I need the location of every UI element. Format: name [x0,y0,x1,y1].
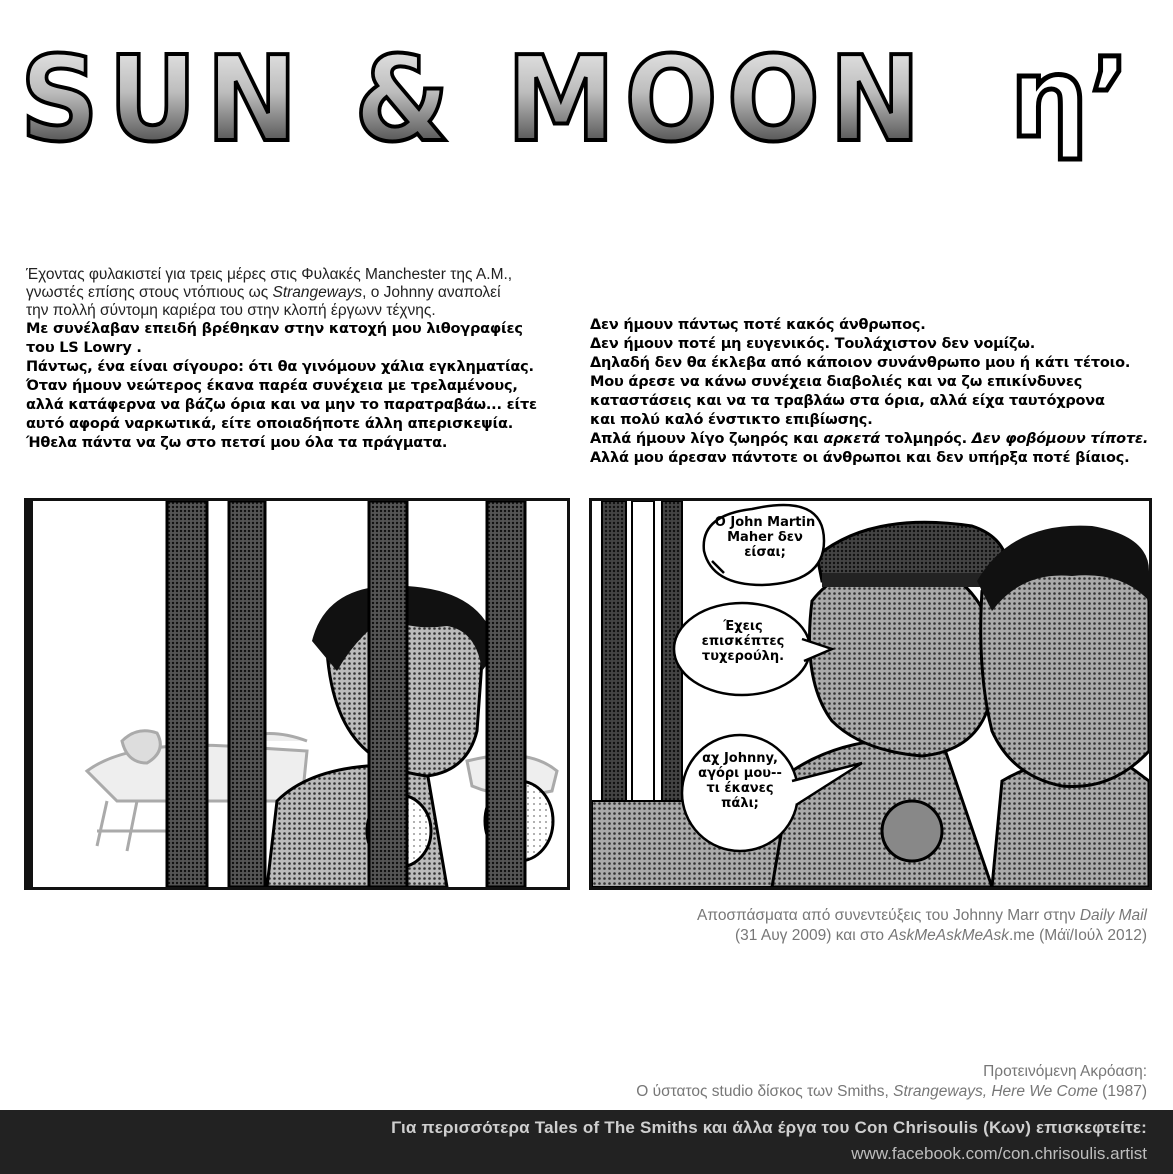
quote-line: του LS Lowry . [26,340,142,356]
listening-label: Προτεινόμενη Ακρόαση: [983,1063,1147,1080]
speech-bubble-3: αχ Johnny, αγόρι μου-- τι έκανες πάλι; [698,751,782,811]
footer-promo-text: Για περισσότερα Tales of The Smiths και άλλα έργα του Con Chrisoulis (Κων) επισκεφτείτε: [391,1118,1147,1137]
quote-line: καταστάσεις και να τα τραβλάω στα όρια, αλλά είχα ταυτόχρονα [590,393,1105,409]
source-credits: Αποσπάσματα από συνεντεύξεις του Johnny Marr στην Daily Mail (31 Αυγ 2009) και στο AskMeAskMeAsk.me (Μάϊ/Ιούλ 2012) [697,907,1147,944]
quote-line: Απλά ήμουν λίγο ζωηρός και αρκετά τολμηρός. Δεν φοβόμουν τίποτε. [590,431,1149,447]
chapter-number: η’ [1010,38,1131,162]
quote-line: Δεν ήμουν πάντως ποτέ κακός άνθρωπος. [590,317,926,333]
quote-line: αυτό αφορά ναρκωτικά, είτε οποιαδήποτε άλλη απερισκεψία. [26,416,514,432]
prisoner-illustration [27,501,567,887]
title-text: SUN & MOON [20,38,930,168]
quote-line: Μου άρεσε να κάνω συνέχεια διαβολιές και να ζω επικίνδυνες [590,374,1083,390]
quote-line: Δεν ήμουν ποτέ μη ευγενικός. Τουλάχιστον δεν νομίζω. [590,336,1036,352]
quote-line: Πάντως, ένα είναι σίγουρο: ότι θα γινόμουν χάλια εγκληματίας. [26,359,534,375]
quote-line: Με συνέλαβαν επειδή βρέθηκαν στην κατοχή μου λιθογραφίες [26,321,523,337]
intro-typed-line: την πολλή σύντομη καριέρα του στην κλοπή έργωνν τέχνης. [26,302,436,319]
intro-left-column [26,266,582,453]
recommended-listening [387,1062,1147,1102]
listening-album: Ο ύστατος studio δίσκος των Smiths, Strangeways, Here We Come (1987) [636,1083,1147,1100]
intro-typed-line: γνωστές επίσης στους ντόπιους ως Strangeways, ο Johnny αναπολεί [26,284,501,301]
speech-bubble-1: Ο John Martin Maher δεν είσαι; [714,515,816,560]
footer-bar [0,1110,1173,1174]
quote-line: και πολύ καλό ένστικτο επιβίωσης. [590,412,873,428]
intro-right-column [590,316,1150,468]
intro-typed-line: Έχοντας φυλακιστεί για τρεις μέρες στις Φυλακές Manchester της Α.Μ., [26,266,513,283]
guards-illustration [592,501,1149,887]
quote-line: Ήθελα πάντα να ζω στο πετσί μου όλα τα πράγματα. [26,435,448,451]
comic-panel-guards [589,498,1152,890]
comic-panel-prisoner [24,498,570,890]
speech-bubble-2: Έχεις επισκέπτες τυχερούλη. [701,619,785,664]
quote-line: Αλλά μου άρεσαν πάντοτε οι άνθρωποι και δεν υπήρξα ποτέ βίαιος. [590,450,1130,466]
title-logo [20,38,1170,168]
footer-link[interactable]: www.facebook.com/con.chrisoulis.artist [851,1144,1147,1163]
quote-line: Δηλαδή δεν θα έκλεβα από κάποιον συνάνθρωπο μου ή κάτι τέτοιο. [590,355,1131,371]
quote-line: Όταν ήμουν νεώτερος έκανα παρέα συνέχεια με τρελαμένους, [26,378,518,394]
quote-line: αλλά κατάφερνα να βάζω όρια και να μην το παρατραβάω... είτε [26,397,537,413]
